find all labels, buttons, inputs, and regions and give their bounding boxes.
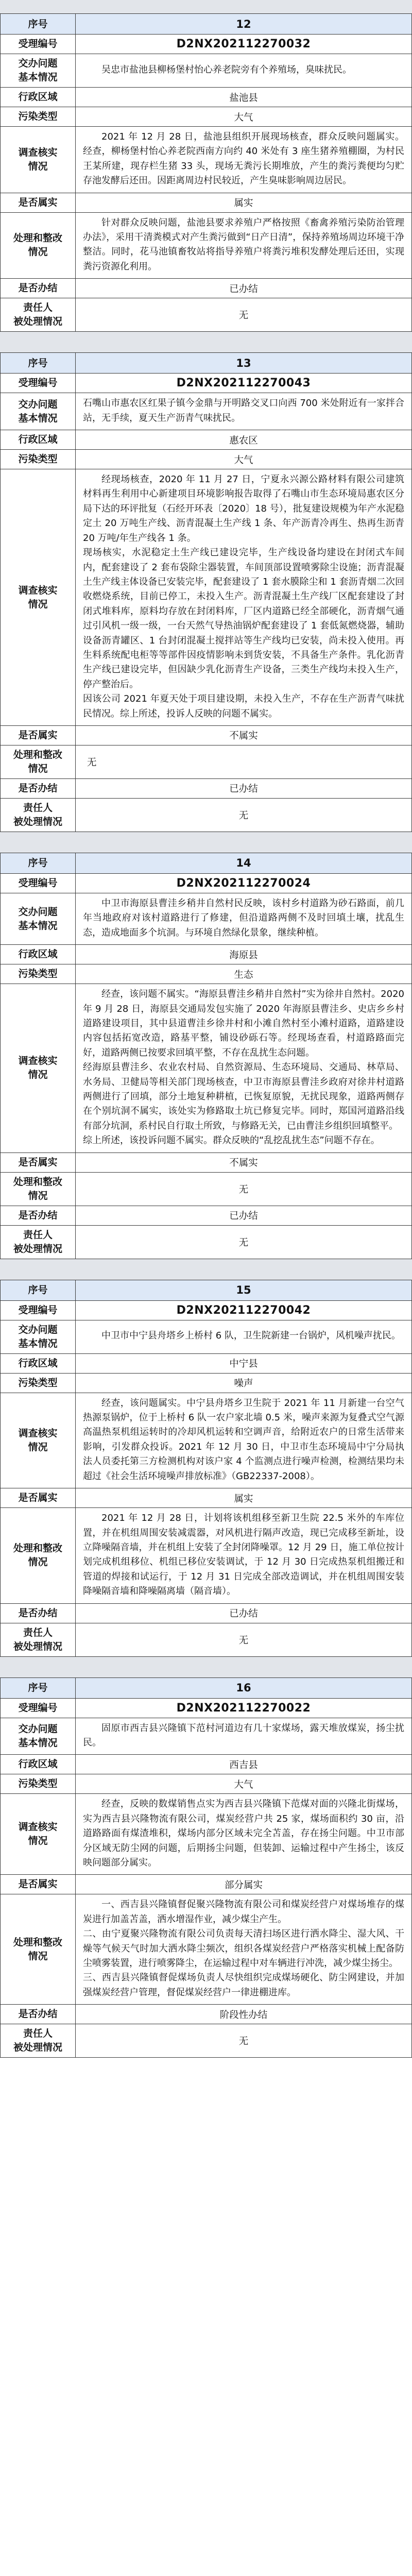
accountability-value: 无 [76, 798, 412, 832]
region-label: 行政区域 [1, 945, 76, 964]
record-table [0, 853, 412, 1259]
region-row [1, 88, 412, 107]
accountability-label: 责任人 被处理情况 [1, 798, 76, 832]
handling-label: 处理和整改 情况 [1, 1894, 76, 2005]
pollution-row [1, 1373, 412, 1393]
is-true-label: 是否属实 [1, 1488, 76, 1508]
basic-value: 中卫市海原县曹洼乡稍井自然村民反映，该村乡村道路为砂石路面，前几年当地政府对该村道路进行了修建，但沿道路两侧不及时回填土壤，扰乱生态，造成地面多个坑洞。与环境自然绿化景象，继续种植。 [76, 893, 412, 944]
is-done-label: 是否办结 [1, 1603, 76, 1623]
accountability-label: 责任人 被处理情况 [1, 1623, 76, 1656]
code-row [1, 1300, 412, 1320]
pollution-label: 污染类型 [1, 1373, 76, 1393]
region-row [1, 1755, 412, 1774]
seq-row [1, 1280, 412, 1300]
record-separator [0, 1657, 412, 1677]
seq-value: 14 [76, 853, 412, 873]
region-value: 西吉县 [76, 1755, 412, 1774]
basic-row [1, 893, 412, 944]
basic-value: 固原市西吉县兴隆镇下范村河道边有几十家煤场，露天堆放煤炭，扬尘扰民。 [76, 1718, 412, 1755]
pollution-row [1, 964, 412, 984]
is-true-label: 是否属实 [1, 725, 76, 745]
is-done-row [1, 279, 412, 298]
handling-value: 2021 年 12 月 28 日，计划将该机组移至新卫生院 22.5 米外的车库位置，并在机组周围安装减震器，对风机进行隔声改造，现已完成移至新址，设立降噪隔音墙，并在机组上安装了全封闭降噪罩。12 月 29 日，施工单位按计划完成机组移位、机组已移位安装调试，于 12 月 30 日完成热泵机组搬迁和管道的焊接和试运行，于 12 月 31 日完成全部改造调试，并在机组周围安装降噪隔音墙和降噪隔离墙（隔音墙）。 [76, 1508, 412, 1603]
accountability-value: 无 [76, 2024, 412, 2058]
code-label: 受理编号 [1, 1698, 76, 1718]
is-true-value: 属实 [76, 1488, 412, 1508]
region-label: 行政区域 [1, 1353, 76, 1373]
is-done-label: 是否办结 [1, 1206, 76, 1225]
is-true-value: 属实 [76, 193, 412, 212]
basic-value: 石嘴山市惠农区红果子镇今金鼎与开明路交叉口向西 700 米处附近有一家拌合站，无手续，夏天生产沥青气味扰民。 [76, 393, 412, 430]
accountability-value: 无 [76, 298, 412, 332]
verify-label: 调查核实 情况 [1, 469, 76, 726]
record-separator [0, 832, 412, 853]
is-done-label: 是否办结 [1, 2005, 76, 2024]
is-true-row [1, 725, 412, 745]
pollution-value: 大气 [76, 1774, 412, 1794]
region-value: 海原县 [76, 945, 412, 964]
handling-value: 无 [76, 745, 412, 778]
verify-value: 经查，反映的数煤销售点实为西吉县兴隆镇下范煤对面的兴隆北街煤场，实为西吉县兴隆物流有限公司，煤炭经营户共 25 家，煤场面积约 30 亩，沿道路路面有煤渣堆积，煤场内部分区域未完全苫盖，存在扬尘问题。中卫市部分区域无防尘网的问题，后期扬尘问题，但装卸、运输过程中产生扬尘，该反映问题部分属实。 [76, 1794, 412, 1875]
accountability-value: 无 [76, 1623, 412, 1656]
accountability-label: 责任人 被处理情况 [1, 2024, 76, 2058]
pollution-label: 污染类型 [1, 1774, 76, 1794]
is-true-label: 是否属实 [1, 1875, 76, 1894]
code-row [1, 374, 412, 393]
handling-label: 处理和整改 情况 [1, 1172, 76, 1206]
verify-row [1, 1794, 412, 1875]
record-separator [0, 1259, 412, 1280]
accountability-row [1, 1623, 412, 1656]
basic-label: 交办问题 基本情况 [1, 1718, 76, 1755]
basic-label: 交办问题 基本情况 [1, 54, 76, 88]
is-done-value: 阶段性办结 [76, 2005, 412, 2024]
code-value: D2NX202112270042 [76, 1300, 412, 1320]
basic-label: 交办问题 基本情况 [1, 1320, 76, 1353]
pollution-row [1, 450, 412, 469]
verify-row [1, 984, 412, 1153]
seq-value: 13 [76, 353, 412, 374]
is-done-value: 已办结 [76, 1206, 412, 1225]
code-value: D2NX202112270022 [76, 1698, 412, 1718]
verify-label: 调查核实 情况 [1, 984, 76, 1153]
is-done-value: 已办结 [76, 279, 412, 298]
is-true-row [1, 193, 412, 212]
region-row [1, 945, 412, 964]
record-table [0, 13, 412, 332]
seq-row [1, 1677, 412, 1698]
is-done-row [1, 1603, 412, 1623]
is-done-label: 是否办结 [1, 279, 76, 298]
verify-row [1, 127, 412, 193]
seq-label: 序号 [1, 1280, 76, 1300]
seq-value: 15 [76, 1280, 412, 1300]
basic-value: 吴忠市盐池县柳杨堡村怡心养老院旁有个养殖场，臭味扰民。 [76, 54, 412, 88]
handling-label: 处理和整改 情况 [1, 745, 76, 778]
seq-label: 序号 [1, 853, 76, 873]
basic-row [1, 1718, 412, 1755]
seq-row [1, 14, 412, 35]
seq-label: 序号 [1, 353, 76, 374]
verify-label: 调查核实 情况 [1, 127, 76, 193]
code-label: 受理编号 [1, 873, 76, 893]
accountability-label: 责任人 被处理情况 [1, 1225, 76, 1259]
seq-row [1, 853, 412, 873]
pollution-row [1, 107, 412, 127]
is-true-label: 是否属实 [1, 193, 76, 212]
basic-row [1, 54, 412, 88]
pollution-label: 污染类型 [1, 964, 76, 984]
handling-value: 一、西吉县兴隆镇督促聚兴隆物流有限公司和煤炭经营户对煤场堆存的煤炭进行加盖苫盖，洒水增湿作业，减少煤尘产生。 二、由宁夏聚兴隆物流有限公司负责每天清扫场区进行洒水降尘、湿大风、干燥等气候天气时加大洒水降尘频次，组织各煤炭经营户严格落实机械上配备防尘喷雾装置，进行喷雾降尘，在运输过程中对车辆进行冲洗，减少煤尘扬尘。 三、西吉县兴隆镇督促煤场负责人尽快组织完成煤场硬化、防尘网建设，并加强煤炭经营户管理，督促煤炭经营户一律进棚进库。 [76, 1894, 412, 2005]
is-true-row [1, 1153, 412, 1172]
verify-label: 调查核实 情况 [1, 1794, 76, 1875]
code-row [1, 1698, 412, 1718]
is-true-row [1, 1488, 412, 1508]
accountability-label: 责任人 被处理情况 [1, 298, 76, 332]
seq-value: 16 [76, 1677, 412, 1698]
pollution-value: 大气 [76, 107, 412, 127]
code-value: D2NX202112270024 [76, 873, 412, 893]
record-table [0, 1677, 412, 2058]
is-done-row [1, 2005, 412, 2024]
verify-value: 经现场核查，2020 年 11 月 27 日，宁夏永兴源公路材料有限公司建筑材料再生利用中心新建项目环境影响报告取得了石嘴山市生态环境局惠农区分局下达的环评批复（石经开环表〔2020〕18 号），批复建设规模为年产水泥稳定土 20 万吨生产线、沥青混凝土生产线 1 条、年产沥青冷再生、热再生沥青 20 万吨/年生产线各 1 条。 现场核实，水泥稳定土生产线已建设完毕，生产线设备均建设在封闭式车间内，配套建设了 2 套布袋除尘器装置，车间顶部设置喷雾除尘设施；沥青混凝土生产线主体设备已安装完毕，配套建设了 1 套水膜除尘和 1 套沥青烟二次回收燃烧系统，目前已停工，未投入生产。沥青混凝土生产线厂区配套建设了封闭式堆料库，原料均存放在封闭料库，厂区内道路已经全部硬化，沥青烟气通过引风机一级一级，一台天然气导热油锅炉配套建设了 1 套低氮燃烧器，辅助设备沥青罐区、1 台封闭混凝土搅拌站等生产线均已安装，尚未投入使用。再生料系统配电柜等等部件因疫情影响未到货安装，不具备生产条件。乳化沥青生产线已建设完毕，但因缺少乳化沥青生产设备，三类生产线均未投入生产，停产整治后。 因该公司 2021 年夏天处于项目建设期，未投入生产，不存在生产沥青气味扰民情况。综上所述，投诉人反映的问题不属实。 [76, 469, 412, 726]
is-done-label: 是否办结 [1, 778, 76, 798]
verify-row [1, 469, 412, 726]
is-true-label: 是否属实 [1, 1153, 76, 1172]
handling-row [1, 745, 412, 778]
handling-label: 处理和整改 情况 [1, 1508, 76, 1603]
record-separator [0, 332, 412, 352]
pollution-value: 生态 [76, 964, 412, 984]
verify-row [1, 1393, 412, 1488]
verify-value: 经查，该问题属实。中宁县舟塔乡卫生院于 2021 年 11 月新建一台空气热源泵锅炉，位于上桥村 6 队一农户家北墙 0.5 米，噪声来源为复叠式空气源高温热泵机组运转时的冷却风机运转和空调声音，给附近农户的日常生活带来影响，引发群众投诉。2021 年 12 月 30 日，中卫市生态环境局中宁分局执法人员委托第三方检测机构对该户家 4 个监测点进行噪声检测，检测结果均未超过《社会生活环境噪声排放标准》（GB22337-2008）。 [76, 1393, 412, 1488]
accountability-row [1, 298, 412, 332]
code-row [1, 873, 412, 893]
seq-label: 序号 [1, 14, 76, 35]
seq-row [1, 353, 412, 374]
code-label: 受理编号 [1, 1300, 76, 1320]
region-label: 行政区域 [1, 88, 76, 107]
region-value: 中宁县 [76, 1353, 412, 1373]
region-value: 惠农区 [76, 430, 412, 450]
is-done-row [1, 1206, 412, 1225]
is-true-row [1, 1875, 412, 1894]
pollution-value: 大气 [76, 450, 412, 469]
basic-label: 交办问题 基本情况 [1, 393, 76, 430]
verify-value: 经查，该问题不属实。“海原县曹洼乡稍井自然村”实为徐井自然村。2020 年 9 月 28 日，海原县交通局发包实施了 2020 年海原县曹洼乡、史店乡乡村道路建设项目，其中县道曹洼乡徐井村和小滩自然村至小滩村道路，道路建设内容包括拓宽改造，路基平整，铺设砂砾石等。经现场查看，村道路路面完好，道路两侧已按要求回填平整，不存在乱扰生态问题。 经海原县曹洼乡、农业农村局、自然资源局、生态环境局、交通局、林草局、水务局、卫健局等相关部门现场核查，中卫市海原县曹洼乡政府对徐井村道路两侧进行了回填，部分土地复种耕植，已恢复原貌，无扰民现象，道路两侧存在个别坑洞不属实，该处实为修路取土坑已修复完毕。同时，郑国河道路沿线有部分坑洞，系村民自行取土所致，与修路无关，已由曹洼乡组织回填整平。 综上所述，该投诉问题不属实。群众反映的“乱挖乱扰生态”问题不存在。 [76, 984, 412, 1153]
region-label: 行政区域 [1, 430, 76, 450]
handling-row [1, 1894, 412, 2005]
accountability-row [1, 2024, 412, 2058]
code-row [1, 35, 412, 54]
is-true-value: 不属实 [76, 1153, 412, 1172]
basic-row [1, 393, 412, 430]
code-value: D2NX202112270043 [76, 374, 412, 393]
handling-value: 无 [76, 1172, 412, 1206]
top-gap [0, 0, 412, 13]
is-true-value: 不属实 [76, 725, 412, 745]
handling-row [1, 212, 412, 279]
pollution-row [1, 1774, 412, 1794]
region-row [1, 1353, 412, 1373]
basic-row [1, 1320, 412, 1353]
pollution-label: 污染类型 [1, 107, 76, 127]
accountability-value: 无 [76, 1225, 412, 1259]
code-label: 受理编号 [1, 374, 76, 393]
seq-value: 12 [76, 14, 412, 35]
basic-value: 中卫市中宁县舟塔乡上桥村 6 队，卫生院新建一台锅炉，风机噪声扰民。 [76, 1320, 412, 1353]
pollution-label: 污染类型 [1, 450, 76, 469]
handling-label: 处理和整改 情况 [1, 212, 76, 279]
handling-row [1, 1508, 412, 1603]
is-done-row [1, 778, 412, 798]
code-label: 受理编号 [1, 35, 76, 54]
code-value: D2NX202112270032 [76, 35, 412, 54]
seq-label: 序号 [1, 1677, 76, 1698]
region-row [1, 430, 412, 450]
basic-label: 交办问题 基本情况 [1, 893, 76, 944]
is-true-value: 部分属实 [76, 1875, 412, 1894]
handling-row [1, 1172, 412, 1206]
region-value: 盐池县 [76, 88, 412, 107]
accountability-row [1, 798, 412, 832]
is-done-value: 已办结 [76, 1603, 412, 1623]
region-label: 行政区域 [1, 1755, 76, 1774]
is-done-value: 已办结 [76, 778, 412, 798]
record-table [0, 1280, 412, 1657]
verify-value: 2021 年 12 月 28 日，盐池县组织开展现场核查，群众反映问题属实。经查，柳杨堡村怡心养老院西南方向约 40 米处有 3 座生猪养殖棚圈，为村民王某所建，现存栏生猪 33 头，现场无粪污长期堆放，产生的粪污粪便均匀贮存池发酵后还田。因距离周边村民较近，产生臭味影响周边居民。 [76, 127, 412, 193]
accountability-row [1, 1225, 412, 1259]
record-table [0, 352, 412, 832]
handling-value: 针对群众反映问题，盐池县要求养殖户严格按照《畜禽养殖污染防治管理办法》，采用干清粪模式对产生粪污做到“日产日清”，保持养殖场周边环境干净整洁。同时，花马池镇畜牧站将指导养殖户将粪污堆积发酵处理后还田，实现粪污资源化利用。 [76, 212, 412, 279]
verify-label: 调查核实 情况 [1, 1393, 76, 1488]
pollution-value: 噪声 [76, 1373, 412, 1393]
